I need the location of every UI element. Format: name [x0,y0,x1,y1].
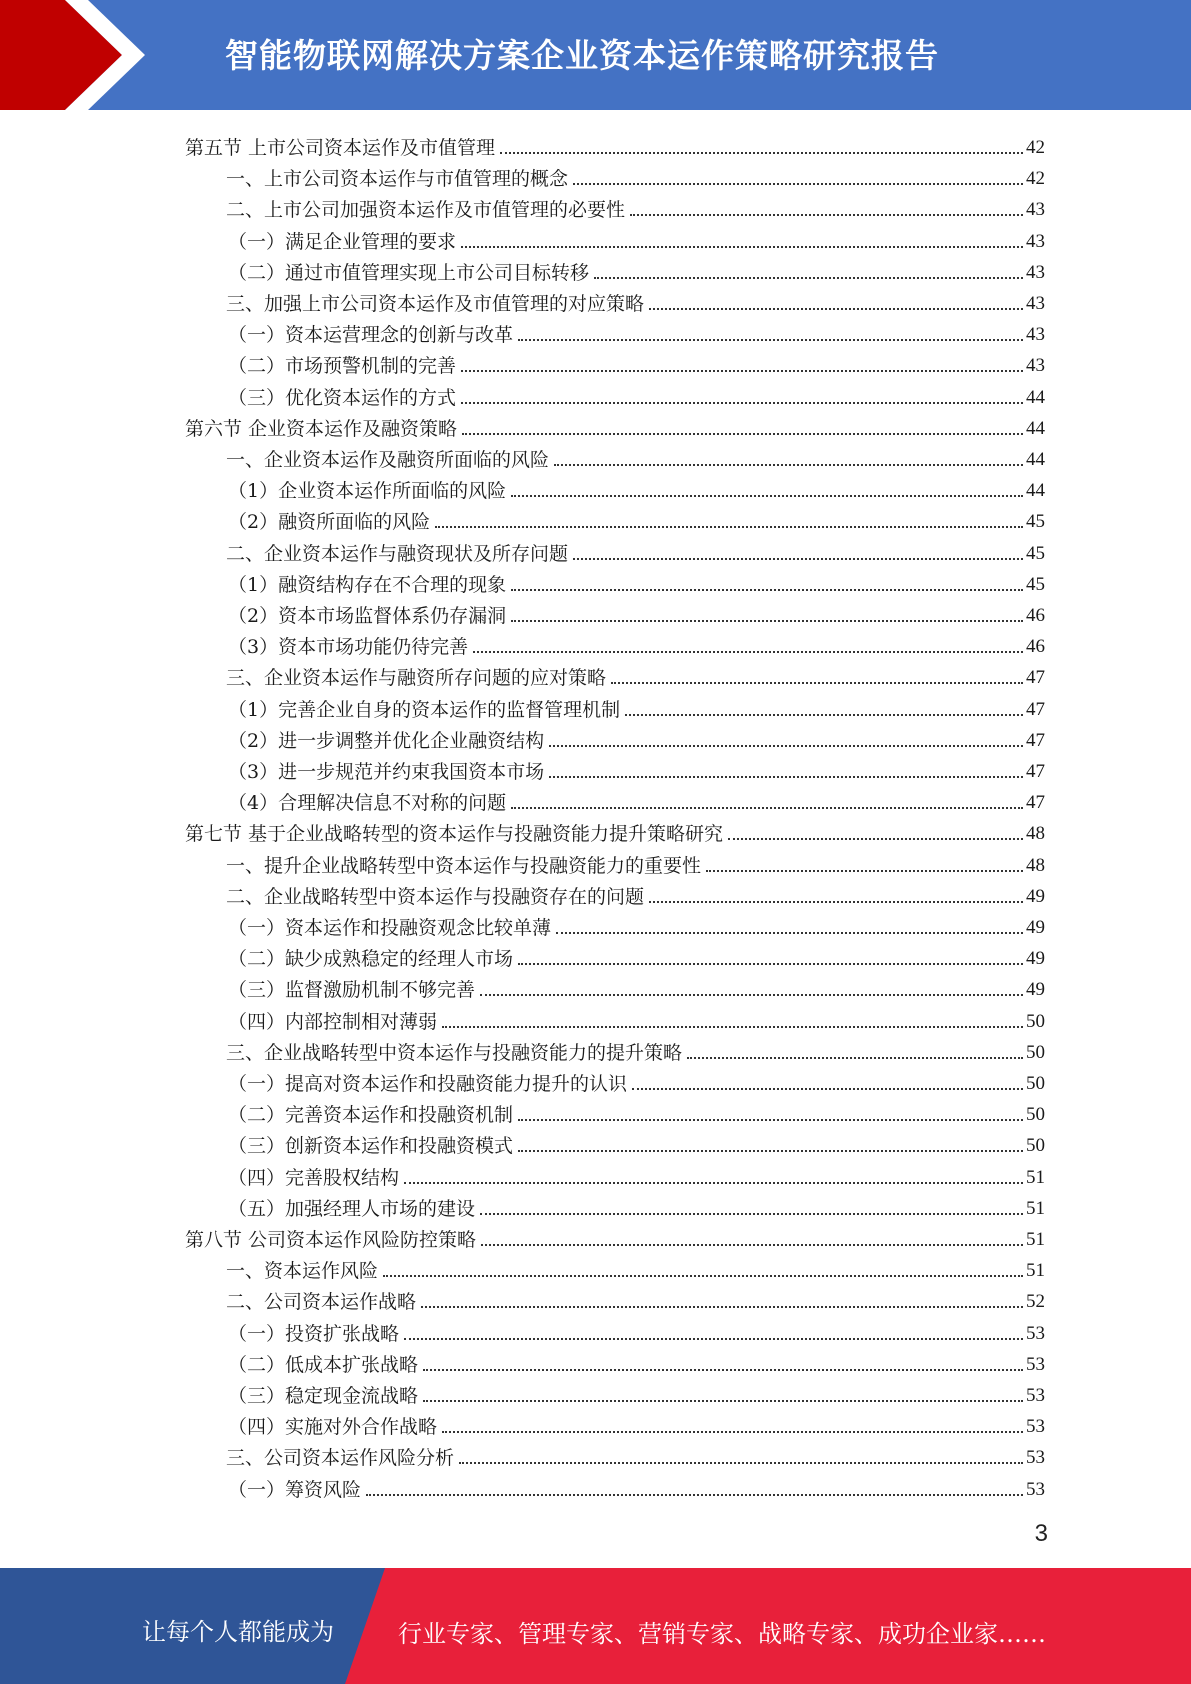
toc-dot-leader [728,838,1023,840]
toc-entry[interactable] [228,315,1045,346]
toc-entry[interactable] [226,1251,1045,1282]
toc-dot-leader [687,1057,1023,1059]
toc-dot-leader [461,370,1023,372]
toc-entry[interactable] [228,222,1045,253]
toc-entry-label: （3）进一步规范并约束我国资本市场 [228,761,545,783]
toc-entry[interactable] [228,1470,1045,1501]
toc-entry-label: 第六节 企业资本运作及融资策略 [185,417,458,440]
toc-dot-leader [556,932,1023,934]
toc-dot-leader [625,714,1023,716]
toc-entry-label: （二）通过市值管理实现上市公司目标转移 [228,261,590,284]
toc-entry[interactable] [228,596,1045,627]
toc-entry[interactable] [228,690,1045,721]
toc-entry-label: 一、上市公司资本运作与市值管理的概念 [226,168,569,191]
toc-entry-page: 45 [1026,542,1045,564]
toc-entry[interactable] [228,1095,1045,1126]
page-header [0,0,1191,110]
toc-entry-label: （1）融资结构存在不合理的现象 [228,573,507,596]
toc-dot-leader [511,495,1023,497]
toc-entry-page: 46 [1026,636,1045,658]
toc-entry[interactable] [228,565,1045,596]
toc-entry-page: 53 [1026,1416,1045,1438]
toc-entry[interactable] [228,783,1045,814]
toc-entry[interactable] [228,1064,1045,1095]
toc-entry[interactable] [228,1158,1045,1189]
toc-entry-label: 二、上市公司加强资本运作及市值管理的必要性 [226,199,626,222]
toc-entry-label: （4）合理解决信息不对称的问题 [228,792,507,815]
toc-entry-label: 一、提升企业战略转型中资本运作与投融资能力的重要性 [226,854,702,877]
toc-dot-leader [442,1026,1023,1028]
toc-entry-page: 42 [1026,137,1045,158]
toc-entry-label: （二）低成本扩张战略 [228,1353,419,1376]
toc-entry-page: 53 [1026,1353,1045,1375]
toc-entry-label: （一）筹资风险 [228,1478,362,1501]
toc-dot-leader [423,1369,1023,1371]
toc-dot-leader [518,339,1023,341]
toc-entry[interactable] [226,846,1045,877]
toc-entry-page: 43 [1026,199,1045,221]
toc-entry[interactable] [228,752,1045,783]
toc-entry-page: 45 [1026,573,1045,595]
toc-entry[interactable] [226,877,1045,908]
toc-entry[interactable] [228,627,1045,658]
toc-entry-page: 53 [1026,1385,1045,1406]
toc-entry-label: 一、资本运作风险 [226,1260,379,1283]
toc-dot-leader [500,152,1023,154]
toc-entry[interactable] [228,502,1045,533]
toc-entry-label: （三）创新资本运作和投融资模式 [228,1135,514,1158]
toc-entry-label: （四）实施对外合作战略 [228,1416,438,1439]
toc-entry[interactable] [228,939,1045,970]
toc-entry-label: （五）加强经理人市场的建设 [228,1197,476,1220]
toc-entry-label: （一）投资扩张战略 [228,1322,400,1345]
toc-entry[interactable] [228,1345,1045,1376]
toc-entry-page: 43 [1026,293,1045,314]
footer-slogan-left: 让每个人都能成为 [142,1618,334,1646]
toc-entry-page: 47 [1026,792,1045,814]
toc-dot-leader [481,1244,1023,1246]
toc-entry[interactable] [226,658,1045,689]
toc-entry-page: 43 [1026,261,1045,283]
toc-entry[interactable] [185,814,1045,845]
toc-entry[interactable] [185,1220,1045,1251]
toc-dot-leader [404,1182,1023,1184]
toc-entry-label: 第八节 公司资本运作风险防控策略 [185,1229,477,1251]
toc-entry[interactable] [228,721,1045,752]
toc-dot-leader [511,589,1023,591]
toc-dot-leader [549,776,1023,778]
toc-entry-page: 44 [1026,417,1045,439]
toc-entry[interactable] [228,1002,1045,1033]
toc-entry-page: 51 [1026,1197,1045,1219]
toc-entry-page: 48 [1026,823,1045,845]
toc-entry[interactable] [228,471,1045,502]
toc-dot-leader [573,558,1023,560]
toc-entry-label: （二）完善资本运作和投融资机制 [228,1104,514,1127]
toc-entry-label: （1）企业资本运作所面临的风险 [228,480,507,503]
toc-entry-page: 52 [1026,1291,1045,1313]
toc-dot-leader [461,246,1023,248]
toc-dot-leader [511,807,1023,809]
toc-entry-page: 51 [1026,1166,1045,1188]
toc-entry[interactable] [228,1189,1045,1220]
toc-dot-leader [462,433,1023,435]
toc-entry-page: 44 [1026,480,1045,502]
toc-entry[interactable] [228,970,1045,1001]
toc-entry[interactable] [228,253,1045,284]
toc-dot-leader [480,1213,1023,1215]
toc-entry-label: 三、企业资本运作与融资所存问题的应对策略 [226,667,607,690]
toc-entry[interactable] [228,346,1045,377]
toc-entry-label: 三、企业战略转型中资本运作与投融资能力的提升策略 [226,1041,683,1064]
toc-entry-label: 第五节 上市公司资本运作及市值管理 [185,137,496,159]
toc-entry[interactable] [185,409,1045,440]
toc-dot-leader [611,682,1023,684]
toc-entry[interactable] [226,1438,1045,1469]
toc-dot-leader [554,464,1023,466]
toc-entry-page: 47 [1026,729,1045,751]
toc-dot-leader [518,963,1023,965]
toc-dot-leader [404,1338,1023,1340]
toc-entry[interactable] [226,440,1045,471]
toc-entry-page: 51 [1026,1260,1045,1282]
toc-entry-page: 43 [1026,355,1045,377]
toc-entry-label: （二）缺少成熟稳定的经理人市场 [228,948,514,971]
toc-dot-leader [632,1088,1023,1090]
toc-entry-page: 47 [1026,667,1045,689]
toc-entry-label: 二、企业战略转型中资本运作与投融资存在的问题 [226,885,645,908]
toc-entry-label: 一、企业资本运作及融资所面临的风险 [226,449,550,471]
toc-dot-leader [549,745,1023,747]
toc-entry-page: 46 [1026,605,1045,626]
toc-dot-leader [649,308,1023,310]
toc-dot-leader [442,1431,1023,1433]
toc-entry[interactable] [226,284,1045,315]
toc-entry-page: 50 [1026,1135,1045,1157]
toc-entry-page: 48 [1026,854,1045,876]
toc-entry-label: （四）内部控制相对薄弱 [228,1010,438,1033]
toc-dot-leader [435,526,1023,528]
toc-dot-leader [573,183,1023,185]
toc-entry-page: 47 [1026,698,1045,720]
toc-entry[interactable] [226,159,1045,190]
toc-entry-page: 43 [1026,324,1045,346]
toc-entry[interactable] [226,190,1045,221]
toc-dot-leader [421,1306,1023,1308]
toc-entry-label: 二、公司资本运作战略 [226,1291,417,1314]
toc-entry-label: 三、公司资本运作风险分析 [226,1447,455,1470]
toc-entry-label: （一）提高对资本运作和投融资能力提升的认识 [228,1073,628,1095]
toc-entry[interactable] [228,1126,1045,1157]
toc-dot-leader [630,214,1023,216]
toc-entry[interactable] [226,534,1045,565]
toc-dot-leader [706,870,1023,872]
toc-entry-label: （一）资本运营理念的创新与改革 [228,324,514,347]
toc-entry-label: 三、加强上市公司资本运作及市值管理的对应策略 [226,293,645,315]
toc-dot-leader [649,901,1023,903]
toc-entry-page: 49 [1026,979,1045,1001]
toc-entry[interactable] [228,908,1045,939]
toc-entry-label: （二）市场预警机制的完善 [228,355,457,378]
toc-entry-page: 45 [1026,511,1045,533]
toc-entry-label: （四）完善股权结构 [228,1166,400,1189]
toc-entry-page: 50 [1026,1010,1045,1032]
toc-dot-leader [366,1494,1023,1496]
toc-entry-label: 第七节 基于企业战略转型的资本运作与投融资能力提升策略研究 [185,823,724,846]
toc-entry-page: 50 [1026,1041,1045,1063]
page-footer [0,1568,1191,1684]
toc-entry[interactable] [228,1314,1045,1345]
toc-entry-label: （一）资本运作和投融资观念比较单薄 [228,917,552,939]
toc-entry-page: 44 [1026,386,1045,408]
toc-entry-page: 51 [1026,1229,1045,1250]
toc-entry-label: （2）融资所面临的风险 [228,511,431,534]
toc-entry[interactable] [228,378,1045,409]
toc-dot-leader [461,402,1023,404]
toc-dot-leader [480,994,1023,996]
toc-entry-label: （2）进一步调整并优化企业融资结构 [228,729,545,752]
page-number: 3 [1034,1520,1048,1547]
toc-entry[interactable] [228,1407,1045,1438]
toc-entry-page: 49 [1026,917,1045,938]
toc-entry-page: 53 [1026,1478,1045,1500]
toc-dot-leader [594,277,1023,279]
toc-entry-page: 50 [1026,1104,1045,1126]
toc-entry-page: 50 [1026,1073,1045,1094]
toc-entry-label: （1）完善企业自身的资本运作的监督管理机制 [228,698,621,721]
toc-entry-page: 47 [1026,761,1045,782]
toc-entry-label: （2）资本市场监督体系仍存漏洞 [228,605,507,627]
toc-dot-leader [518,1119,1023,1121]
toc-entry-page: 49 [1026,885,1045,907]
toc-entry-page: 53 [1026,1447,1045,1469]
toc-dot-leader [473,651,1023,653]
toc-dot-leader [383,1275,1023,1277]
toc-entry-page: 44 [1026,449,1045,470]
toc-entry-label: （三）优化资本运作的方式 [228,386,457,409]
toc-entry-label: （三）稳定现金流战略 [228,1385,419,1407]
toc-dot-leader [423,1400,1023,1402]
report-title: 智能物联网解决方案企业资本运作策略研究报告 [225,36,939,75]
footer-slogan-right: 行业专家、管理专家、营销专家、战略专家、成功企业家…… [398,1620,1046,1648]
toc-dot-leader [518,1150,1023,1152]
toc-entry[interactable] [226,1033,1045,1064]
toc-entry-label: （三）监督激励机制不够完善 [228,979,476,1002]
toc-entry-label: 二、企业资本运作与融资现状及所存问题 [226,542,569,565]
toc-entry-page: 43 [1026,230,1045,252]
toc-entry-label: （一）满足企业管理的要求 [228,230,457,253]
toc-entry-label: （3）资本市场功能仍待完善 [228,636,469,659]
toc-dot-leader [459,1462,1023,1464]
toc-entry[interactable] [226,1282,1045,1313]
toc-entry[interactable] [228,1376,1045,1407]
toc-dot-leader [511,620,1023,622]
toc-entry-page: 49 [1026,948,1045,970]
toc-entry-page: 42 [1026,168,1045,190]
toc-entry[interactable] [185,128,1045,159]
toc-entry-page: 53 [1026,1322,1045,1344]
